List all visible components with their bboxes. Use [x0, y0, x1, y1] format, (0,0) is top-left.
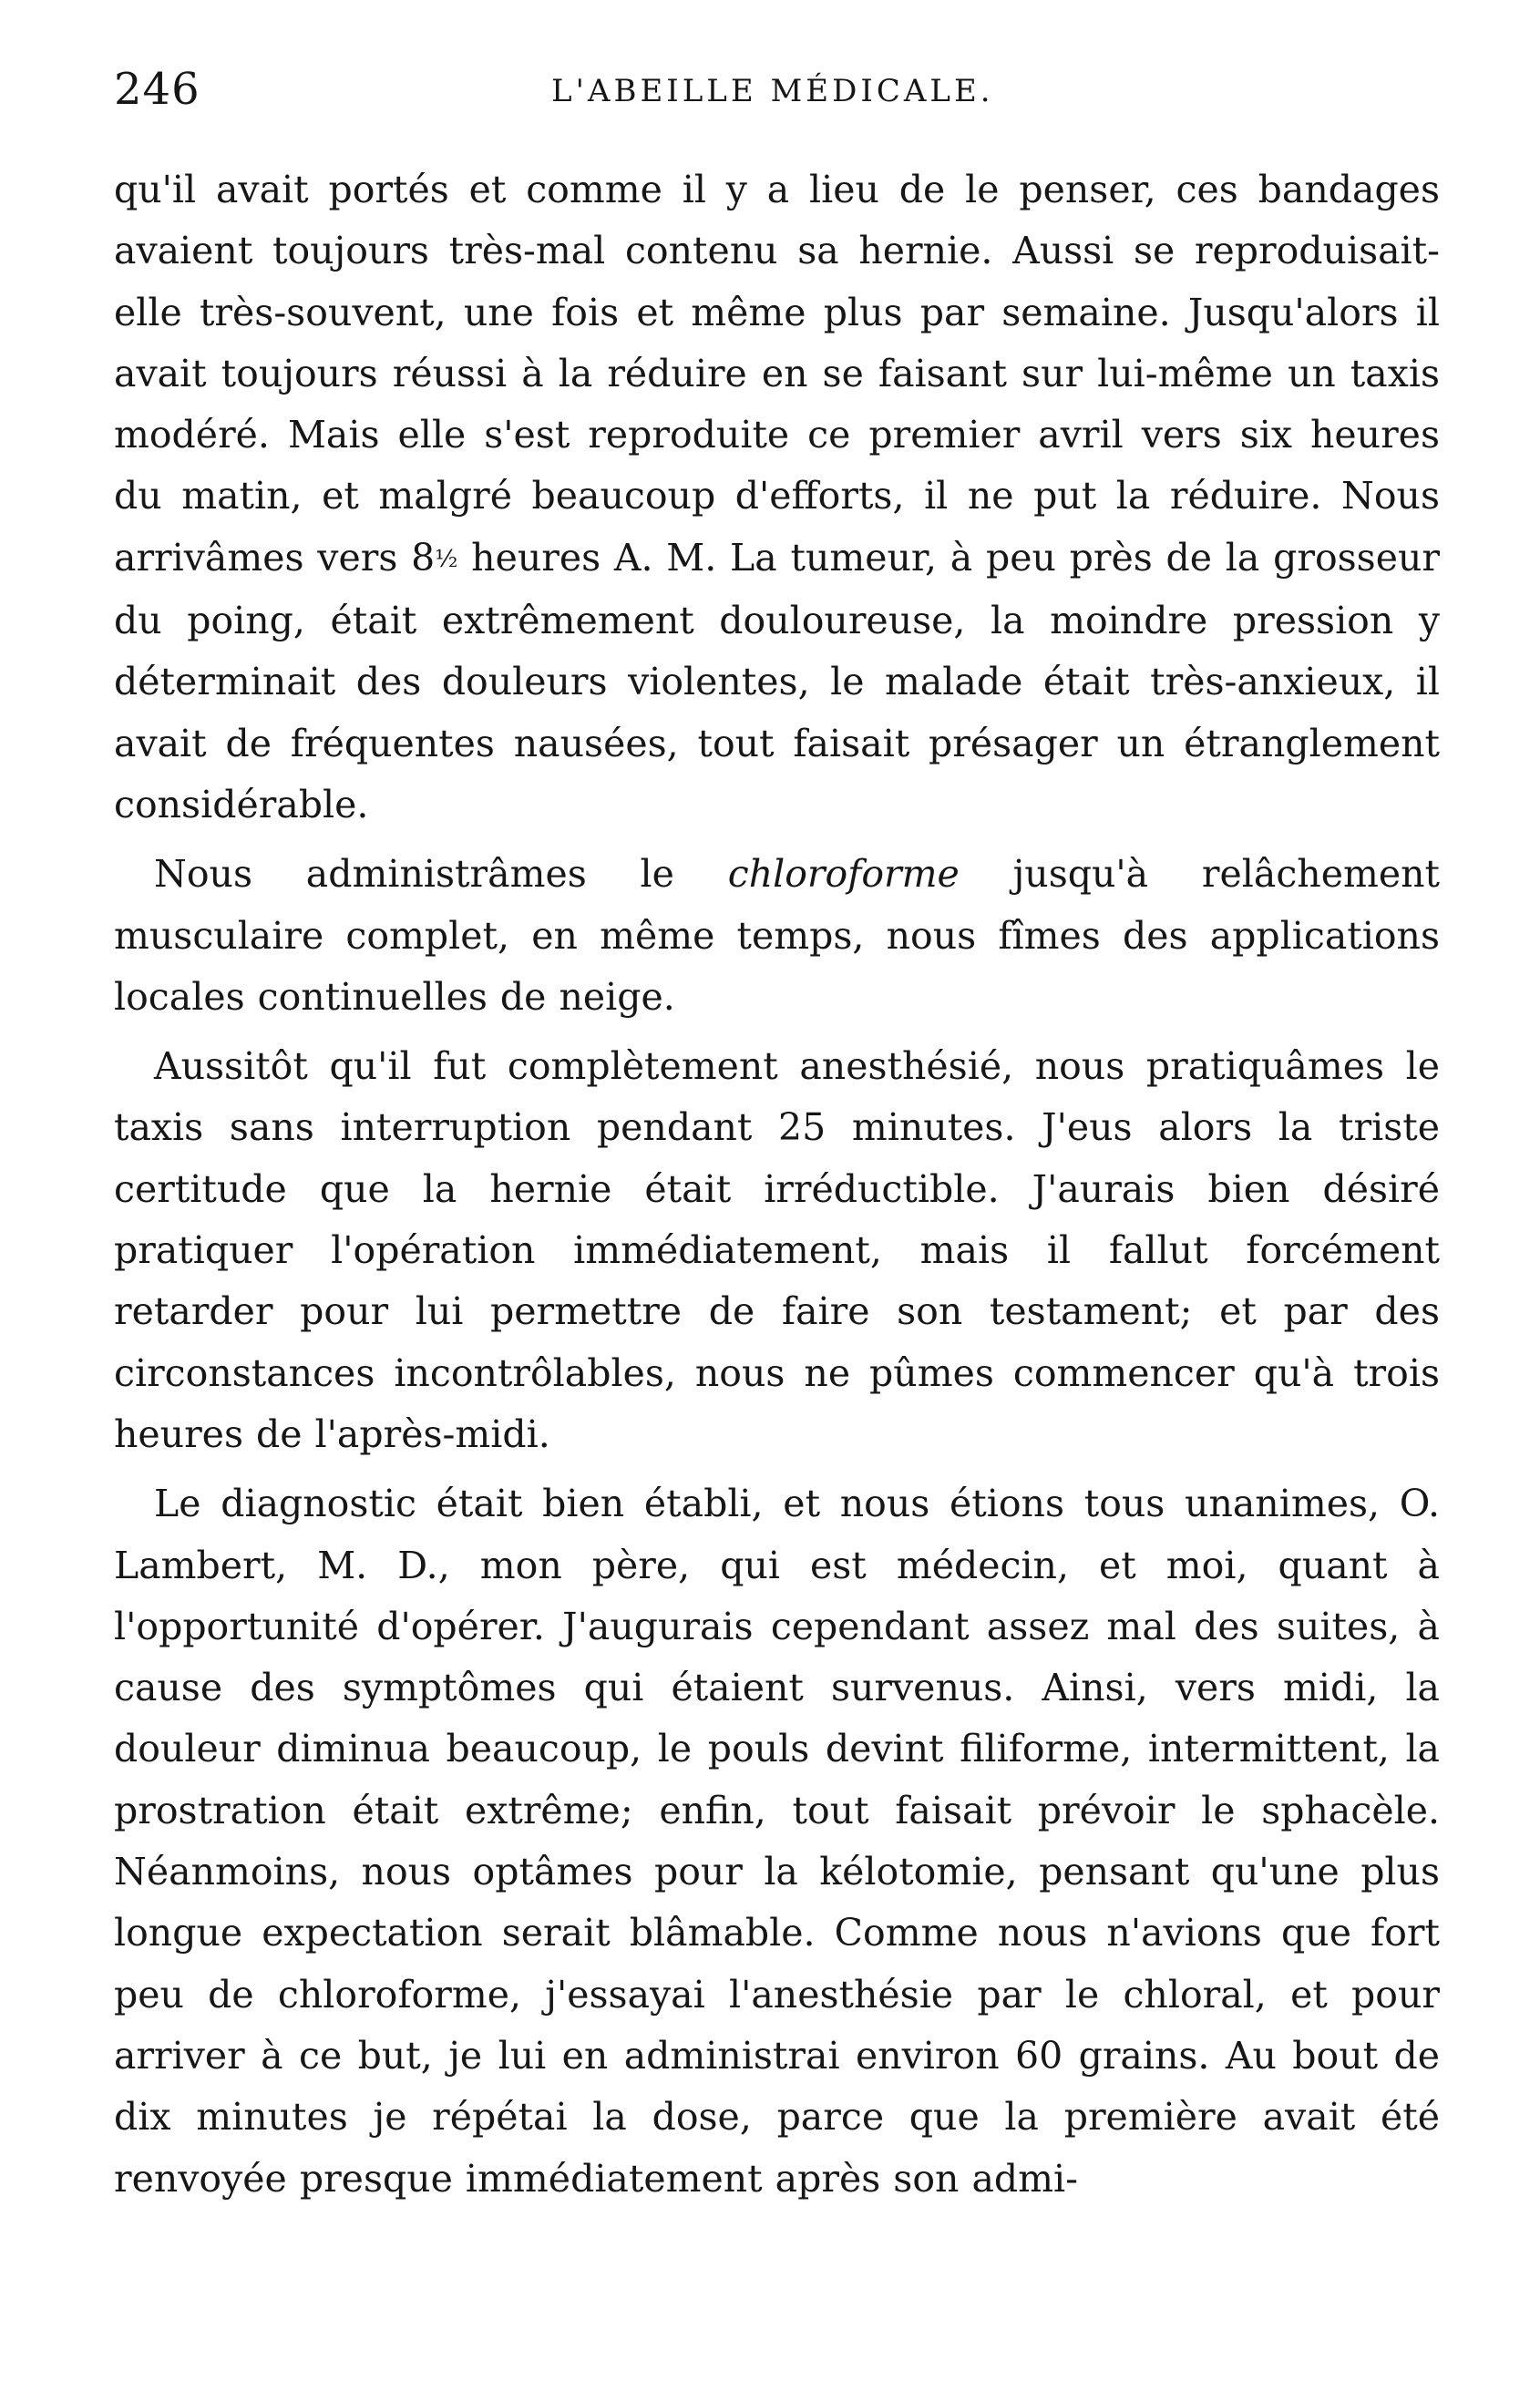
- paragraph-1: [114, 159, 1440, 836]
- paragraph-2: [114, 844, 1440, 1028]
- page-number: 246: [114, 64, 200, 115]
- paragraph-2-after: jusqu'à relâchement musculaire complet, en même temps, nous fîmes des applications locales continuelles de neige.: [114, 852, 1440, 1019]
- paragraph-2-italic: chloroforme: [727, 852, 960, 897]
- paragraph-1-text-after: heures A. M. La tumeur, à peu près de la grosseur du poing, était extrêmement douloureuse, la moindre pression y déterminait des douleurs violentes, le malade était très-anxieux, il avait de fréquentes nausées, tout faisait présager un étranglement considérable.: [114, 535, 1440, 826]
- paragraph-3: Aussitôt qu'il fut complètement anesthésié, nous pratiquâmes le taxis sans interruption pendant 25 minutes. J'eus alors la triste certitude que la hernie était irréductible. J'aurais bien désiré pratiquer l'opération immédiatement, mais il fallut forcément retarder pour lui permettre de faire son testament; et par des circonstances incontrôlables, nous ne pûmes commencer qu'à trois heures de l'après-midi.: [114, 1044, 1440, 1456]
- running-title: L'ABEILLE MÉDICALE.: [551, 73, 994, 109]
- paragraph-1-text: qu'il avait portés et comme il y a lieu de le penser, ces bandages avaient toujours très-mal contenu sa hernie. Aussi se reproduisait-elle très-souvent, une fois et même plus par semaine. Jusqu'alors il avait toujours réussi à la réduire en se faisant sur lui-même un taxis modéré. Mais elle s'est reproduite ce premier avril vers six heures du matin, et malgré beaucoup d'efforts, il ne put la réduire. Nous arrivâmes vers 8: [114, 168, 1440, 580]
- paragraph-4: Le diagnostic était bien établi, et nous étions tous unanimes, O. Lambert, M. D., mon père, qui est médecin, et moi, quant à l'opportunité d'opérer. J'augurais cependant assez mal des suites, à cause des symptômes qui étaient survenus. Ainsi, vers midi, la douleur diminua beaucoup, le pouls devint filiforme, intermittent, la prostration était extrême; enfin, tout faisait prévoir le sphacèle. Néanmoins, nous optâmes pour la kélotomie, pensant qu'une plus longue expectation serait blâmable. Comme nous n'avions que fort peu de chloroforme, j'essayai l'anesthésie par le chloral, et pour arriver à ce but, je lui en administrai environ 60 grains. Au bout de dix minutes je répétai la dose, parce que la première avait été renvoyée presque immédiatement après son admi-: [114, 1482, 1440, 2201]
- fraction-half: ½: [435, 545, 458, 573]
- paragraph-2-before: Nous administrâmes le: [154, 852, 728, 897]
- page-header: [114, 64, 1444, 128]
- body-text: [114, 159, 1440, 2210]
